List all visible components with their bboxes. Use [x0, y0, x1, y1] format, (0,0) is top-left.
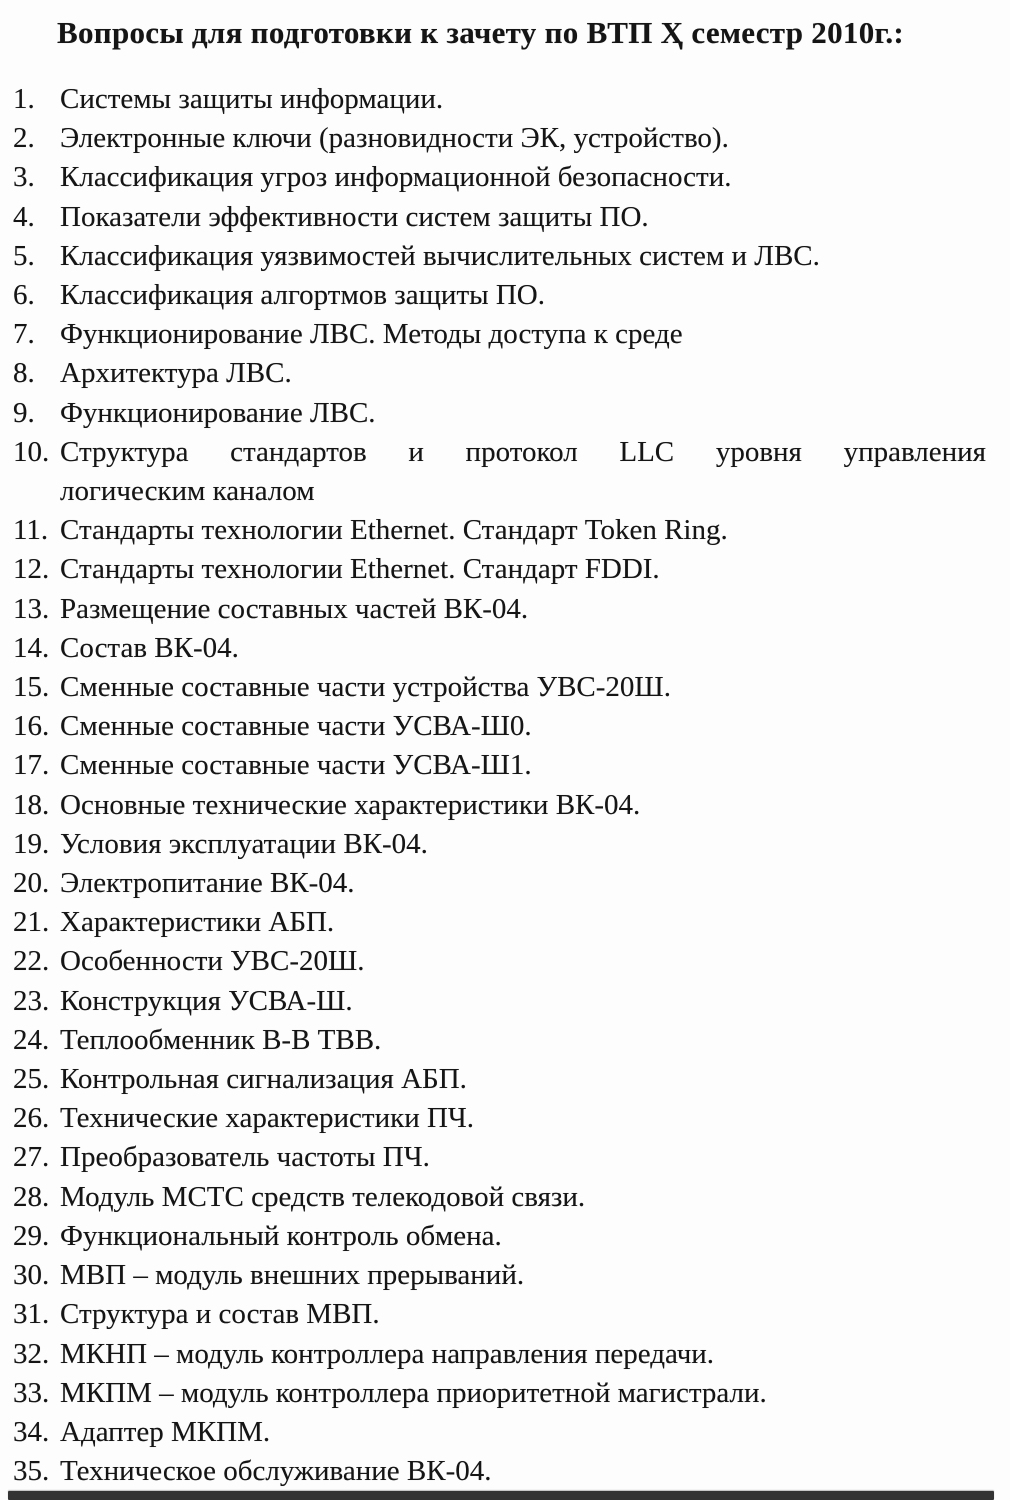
question-text: Контрольная сигнализация АБП. [60, 1063, 467, 1096]
question-text: Конструкция УСВА-Ш. [60, 984, 353, 1017]
question-text: Стандарты технологии Ethernet. Стандарт Token Ring. [60, 514, 728, 547]
list-item [13, 942, 986, 981]
question-text-continued: логическим каналом [60, 475, 315, 508]
question-text: МКПМ – модуль контроллера приоритетной магистрали. [60, 1376, 767, 1409]
question-number: 24. [13, 1023, 50, 1056]
question-body [60, 1413, 986, 1452]
question-text: Функционирование ЛВС. Методы доступа к среде [60, 318, 683, 351]
question-text: Теплообменник В-В ТВВ. [60, 1023, 382, 1056]
list-item [13, 1178, 986, 1217]
question-body [60, 746, 986, 785]
list-item [13, 1413, 986, 1452]
question-number: 5. [13, 239, 35, 272]
question-text: Особенности УВС-20Ш. [60, 945, 365, 978]
list-item [13, 80, 986, 119]
question-number: 16. [13, 710, 50, 743]
list-item [13, 237, 986, 276]
question-body [60, 1099, 986, 1138]
question-number: 23. [13, 984, 50, 1017]
question-number: 29. [13, 1219, 50, 1252]
question-body [60, 80, 986, 119]
question-body [60, 1452, 986, 1491]
question-body [60, 942, 986, 981]
question-body [60, 590, 986, 629]
question-number: 28. [13, 1180, 50, 1213]
question-number: 30. [13, 1259, 50, 1292]
list-item [13, 394, 986, 433]
question-text: Состав ВК-04. [60, 631, 239, 664]
question-number: 14. [13, 631, 50, 664]
question-body [60, 903, 986, 942]
question-number: 15. [13, 671, 50, 704]
list-item [13, 786, 986, 825]
question-text: Структура стандартов и протокол LLC уровня управления [60, 435, 986, 468]
question-body [60, 237, 986, 276]
question-text: Размещение составных частей ВК-04. [60, 592, 529, 625]
question-body [60, 629, 986, 668]
question-body [60, 707, 986, 746]
list-item [13, 1374, 986, 1413]
list-item [13, 1295, 986, 1334]
question-text: Архитектура ЛВС. [60, 357, 292, 390]
question-body [60, 1060, 986, 1099]
question-text: Условия эксплуатации ВК-04. [60, 827, 428, 860]
question-body [60, 315, 986, 354]
question-body [60, 433, 986, 511]
question-body [60, 354, 986, 393]
question-number: 35. [13, 1455, 50, 1488]
question-text: МКНП – модуль контроллера направления передачи. [60, 1337, 715, 1370]
question-body [60, 825, 986, 864]
question-text: Классификация алгортмов защиты ПО. [60, 279, 545, 312]
question-text: Электропитание ВК-04. [60, 867, 355, 900]
question-body [60, 1178, 986, 1217]
list-item [13, 1256, 986, 1295]
question-number: 7. [13, 318, 35, 351]
question-body [60, 668, 986, 707]
list-item [13, 511, 986, 550]
question-body [60, 1138, 986, 1177]
question-text: Структура и состав МВП. [60, 1298, 380, 1331]
question-text: Сменные составные части УСВА-Ш1. [60, 749, 532, 782]
list-item [13, 158, 986, 197]
question-text: Функциональный контроль обмена. [60, 1219, 502, 1252]
question-body [60, 786, 986, 825]
list-item [13, 629, 986, 668]
list-item [13, 746, 986, 785]
scan-artifact-bar [8, 1491, 994, 1500]
list-item [13, 276, 986, 315]
question-text: Основные технические характеристики ВК-04. [60, 788, 641, 821]
list-item [13, 982, 986, 1021]
question-body [60, 1295, 986, 1334]
question-text: Адаптер МКПМ. [60, 1415, 271, 1448]
list-item [13, 1452, 986, 1491]
question-number: 6. [13, 279, 35, 312]
list-item [13, 433, 986, 511]
list-item [13, 903, 986, 942]
question-number: 9. [13, 396, 35, 429]
list-item [13, 1060, 986, 1099]
question-text: Сменные составные части устройства УВС-20Ш. [60, 671, 671, 704]
question-number: 21. [13, 906, 50, 939]
question-number: 34. [13, 1415, 50, 1448]
question-body [60, 1021, 986, 1060]
list-item [13, 198, 986, 237]
question-text: Преобразователь частоты ПЧ. [60, 1141, 430, 1174]
question-number: 4. [13, 200, 35, 233]
list-item [13, 1138, 986, 1177]
question-number: 12. [13, 553, 50, 586]
list-item [13, 119, 986, 158]
question-body [60, 1374, 986, 1413]
question-text: Электронные ключи (разновидности ЭК, устройство). [60, 122, 729, 155]
question-body [60, 550, 986, 589]
question-body [60, 158, 986, 197]
list-item [13, 825, 986, 864]
question-number: 8. [13, 357, 35, 390]
question-number: 18. [13, 788, 50, 821]
question-body [60, 511, 986, 550]
question-number: 33. [13, 1376, 50, 1409]
list-item [13, 707, 986, 746]
question-number: 13. [13, 592, 50, 625]
page-title: Вопросы для подготовки к зачету по ВТП Ҳ семестр 2010г.: [57, 15, 905, 50]
list-item [13, 668, 986, 707]
list-item [13, 1021, 986, 1060]
question-number: 26. [13, 1102, 50, 1135]
list-item [13, 550, 986, 589]
question-text: Технические характеристики ПЧ. [60, 1102, 475, 1135]
question-body [60, 394, 986, 433]
question-text: Стандарты технологии Ethernet. Стандарт FDDI. [60, 553, 660, 586]
list-item [13, 1099, 986, 1138]
question-number: 20. [13, 867, 50, 900]
question-text: Классификация уязвимостей вычислительных систем и ЛВС. [60, 239, 820, 272]
question-number: 17. [13, 749, 50, 782]
list-item [13, 590, 986, 629]
question-number: 32. [13, 1337, 50, 1370]
question-text: Сменные составные части УСВА-Ш0. [60, 710, 532, 743]
list-item [13, 864, 986, 903]
question-body [60, 119, 986, 158]
question-number: 27. [13, 1141, 50, 1174]
question-body [60, 982, 986, 1021]
list-item [13, 1217, 986, 1256]
question-body [60, 864, 986, 903]
question-text: Системы защиты информации. [60, 83, 444, 115]
question-text: Показатели эффективности систем защиты ПО. [60, 200, 649, 233]
question-number: 22. [13, 945, 50, 978]
question-text: Модуль МСТС средств телекодовой связи. [60, 1180, 586, 1213]
question-number: 3. [13, 161, 35, 194]
question-list [0, 51, 1010, 1491]
question-body [60, 1256, 986, 1295]
question-text: Техническое обслуживание ВК-04. [60, 1455, 492, 1488]
question-body [60, 198, 986, 237]
question-text: МВП – модуль внешних прерываний. [60, 1259, 525, 1292]
question-text: Характеристики АБП. [60, 906, 335, 939]
list-item [13, 315, 986, 354]
list-item [13, 354, 986, 393]
question-number: 10. [13, 435, 50, 468]
question-number: 31. [13, 1298, 50, 1331]
question-text: Функционирование ЛВС. [60, 396, 376, 429]
question-number: 2. [13, 122, 35, 155]
question-number: 19. [13, 827, 50, 860]
question-body [60, 1217, 986, 1256]
question-text: Классификация угроз информационной безопасности. [60, 161, 732, 194]
question-body [60, 1335, 986, 1374]
question-number: 1. [13, 83, 35, 115]
question-number: 25. [13, 1063, 50, 1096]
question-body [60, 276, 986, 315]
list-item [13, 1335, 986, 1374]
question-number: 11. [13, 514, 49, 547]
